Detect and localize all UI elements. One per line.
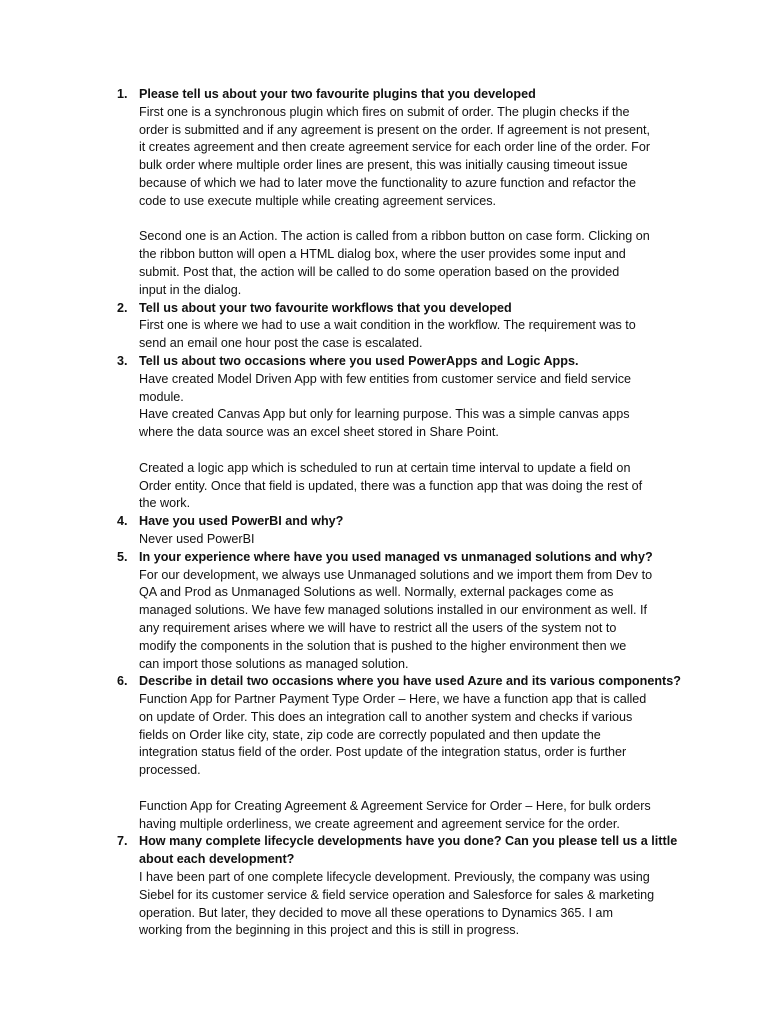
answer-line: where the data source was an excel sheet stored in Share Point. bbox=[139, 425, 499, 440]
answer-line: submit. Post that, the action will be called to do some operation based on the provided bbox=[139, 264, 620, 279]
answer-line: it creates agreement and then create agreement service for each order line of the order. For bbox=[139, 140, 651, 155]
question-number: 7. bbox=[117, 834, 128, 849]
answer-line: order is submitted and if any agreement is present on the order. If agreement is not present, bbox=[139, 122, 651, 137]
answer-line: module. bbox=[139, 389, 184, 404]
answer-line: having multiple orderliness, we create agreement and agreement service for the order. bbox=[139, 816, 620, 831]
answer-line: operation. But later, they decided to move all these operations to Dynamics 365. I am bbox=[139, 905, 613, 920]
answer-line: Never used PowerBI bbox=[139, 531, 255, 546]
answer-line: bulk order where multiple order lines are present, this was initially causing timeout issue bbox=[139, 158, 628, 173]
question-item bbox=[117, 513, 739, 549]
answer-line: managed solutions. We have few managed solutions installed in our environment as well. If bbox=[139, 603, 647, 618]
answer-line: Siebel for its customer service & field service operation and Salesforce for sales & marketing bbox=[139, 887, 655, 902]
question-number: 3. bbox=[117, 353, 128, 368]
paragraph-spacer bbox=[139, 442, 739, 460]
answer-line: the ribbon button will open a HTML dialog box, where the user provides some input and bbox=[139, 247, 626, 262]
answer-line: processed. bbox=[139, 763, 201, 778]
answer-line: Order entity. Once that field is updated, there was a function app that was doing the rest of bbox=[139, 478, 643, 493]
answer-line: QA and Prod as Unmanaged Solutions as well. Normally, external packages come as bbox=[139, 585, 614, 600]
answer-line: Function App for Partner Payment Type Order – Here, we have a function app that is called bbox=[139, 692, 647, 707]
answer-line: First one is a synchronous plugin which fires on submit of order. The plugin checks if the bbox=[139, 104, 630, 119]
answer-line: Have created Canvas App but only for learning purpose. This was a simple canvas apps bbox=[139, 407, 630, 422]
answer-line: modify the components in the solution that is pushed to the higher environment then we bbox=[139, 638, 627, 653]
answer-line: code to use execute multiple while creating agreement services. bbox=[139, 193, 497, 208]
question-item bbox=[117, 353, 739, 513]
answer-line: can import those solutions as managed solution. bbox=[139, 656, 409, 671]
answer-line: integration status field of the order. Post update of the integration status, order is further bbox=[139, 745, 627, 760]
answer-line: First one is where we had to use a wait condition in the workflow. The requirement was to bbox=[139, 318, 636, 333]
question-title: Please tell us about your two favourite plugins that you developed bbox=[139, 87, 536, 101]
answer-line: Have created Model Driven App with few entities from customer service and field service bbox=[139, 371, 632, 386]
answer-line: because of which we had to later move the functionality to azure function and refactor the bbox=[139, 175, 637, 190]
question-title: In your experience where have you used managed vs unmanaged solutions and why? bbox=[139, 549, 653, 564]
answer-line: working from the beginning in this project and this is still in progress. bbox=[139, 923, 520, 938]
question-item bbox=[117, 673, 739, 833]
answer-line: Function App for Creating Agreement & Agreement Service for Order – Here, for bulk orders bbox=[139, 798, 651, 813]
paragraph-spacer bbox=[139, 780, 739, 798]
question-item bbox=[117, 549, 739, 674]
question-title: Tell us about two occasions where you used PowerApps and Logic Apps. bbox=[139, 353, 579, 368]
answer-line: any requirement arises where we will have to restrict all the users of the system not to bbox=[139, 620, 617, 635]
answer-line: For our development, we always use Unmanaged solutions and we import them from Dev to bbox=[139, 567, 653, 582]
question-title: How many complete lifecycle developments have you done? Can you please tell us a little bbox=[139, 834, 678, 849]
question-title: Tell us about your two favourite workflows that you developed bbox=[139, 300, 512, 315]
question-item bbox=[117, 86, 739, 300]
answer-line: the work. bbox=[139, 496, 191, 511]
answer-line: Created a logic app which is scheduled to run at certain time interval to update a field on bbox=[139, 460, 631, 475]
question-title: Have you used PowerBI and why? bbox=[139, 514, 344, 529]
answer-line: Second one is an Action. The action is called from a ribbon button on case form. Clicking on bbox=[139, 229, 650, 244]
answer-line: on update of Order. This does an integration call to another system and checks if various bbox=[139, 709, 633, 724]
answer-line: input in the dialog. bbox=[139, 282, 242, 297]
question-title: Describe in detail two occasions where you have used Azure and its various components? bbox=[139, 674, 681, 689]
question-item bbox=[117, 300, 739, 353]
question-list bbox=[117, 86, 739, 940]
paragraph-spacer bbox=[139, 211, 739, 229]
question-number: 5. bbox=[117, 549, 128, 564]
answer-line: send an email one hour post the case is escalated. bbox=[139, 336, 423, 351]
question-title: about each development? bbox=[139, 852, 295, 867]
question-number: 2. bbox=[117, 300, 128, 315]
question-item bbox=[117, 833, 739, 940]
question-number: 1. bbox=[117, 87, 128, 101]
question-number: 4. bbox=[117, 514, 128, 529]
question-number: 6. bbox=[117, 674, 128, 689]
answer-line: fields on Order like city, state, zip code are correctly populated and then update the bbox=[139, 727, 601, 742]
answer-line: I have been part of one complete lifecycle development. Previously, the company was using bbox=[139, 870, 650, 885]
